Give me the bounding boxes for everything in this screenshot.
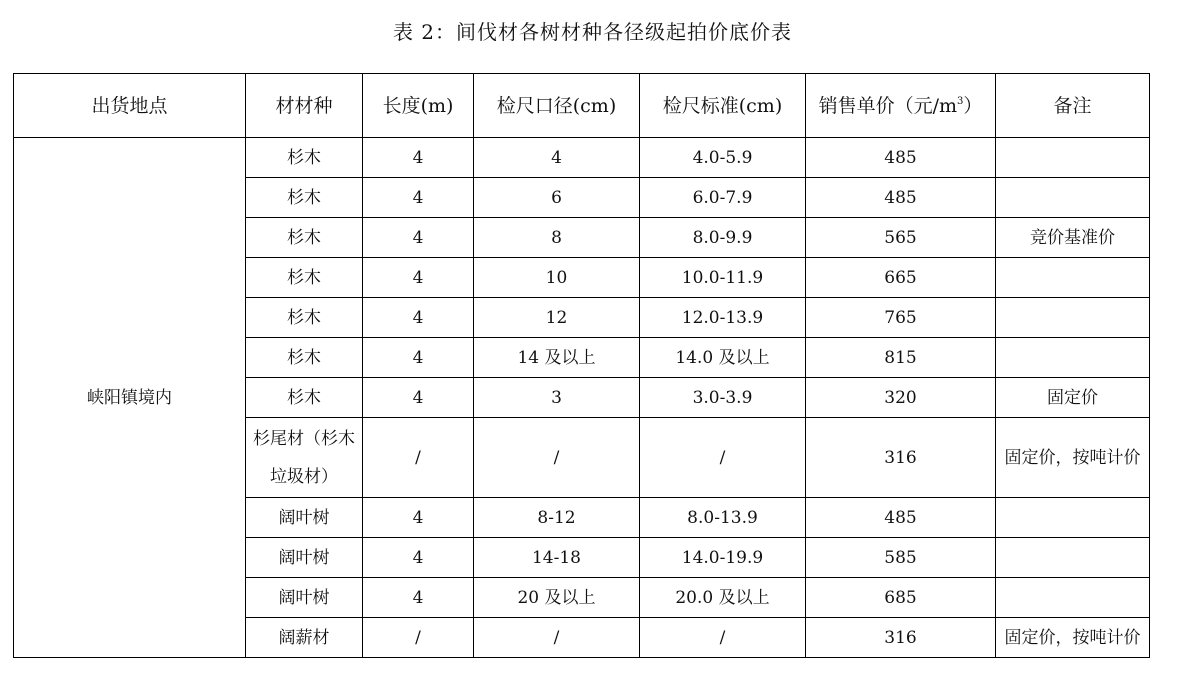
- cell-length: 4: [363, 578, 474, 618]
- header-price-label: 销售单价（元/m: [818, 94, 958, 117]
- header-price-sup: 3: [957, 95, 964, 107]
- cell-diameter: 10: [474, 258, 640, 298]
- cell-length: 4: [363, 298, 474, 338]
- cell-note: 固定价: [996, 378, 1150, 418]
- table-title: 表 2：间伐材各树材种各径级起拍价底价表: [392, 20, 793, 44]
- cell-price: 320: [806, 378, 996, 418]
- cell-note: [996, 338, 1150, 378]
- cell-species: 杉木: [246, 138, 363, 178]
- header-row: [14, 74, 1150, 138]
- cell-diameter: 14-18: [474, 538, 640, 578]
- header-length: 长度(m): [363, 74, 474, 138]
- header-standard: 检尺标准(cm): [640, 74, 806, 138]
- cell-note: 固定价，按吨计价: [996, 418, 1150, 498]
- cell-length: 4: [363, 138, 474, 178]
- cell-standard: 8.0-9.9: [640, 218, 806, 258]
- cell-price: 485: [806, 498, 996, 538]
- cell-length: 4: [363, 178, 474, 218]
- cell-standard: 10.0-11.9: [640, 258, 806, 298]
- header-species: 材材种: [246, 74, 363, 138]
- cell-price: 485: [806, 138, 996, 178]
- cell-diameter: /: [474, 418, 640, 498]
- cell-length: 4: [363, 258, 474, 298]
- cell-note: 固定价，按吨计价: [996, 618, 1150, 658]
- table-row: [14, 138, 1150, 178]
- header-location: 出货地点: [14, 74, 246, 138]
- cell-price: 316: [806, 618, 996, 658]
- cell-species: 阔薪材: [246, 618, 363, 658]
- cell-diameter: 8: [474, 218, 640, 258]
- cell-diameter: 3: [474, 378, 640, 418]
- cell-price: 765: [806, 298, 996, 338]
- cell-standard: 14.0-19.9: [640, 538, 806, 578]
- cell-standard: 3.0-3.9: [640, 378, 806, 418]
- cell-length: 4: [363, 218, 474, 258]
- cell-species: 阔叶树: [246, 578, 363, 618]
- cell-species: 杉木: [246, 258, 363, 298]
- cell-diameter: 12: [474, 298, 640, 338]
- cell-species: 杉木: [246, 218, 363, 258]
- cell-location: 峡阳镇境内: [14, 138, 246, 658]
- cell-standard: 12.0-13.9: [640, 298, 806, 338]
- cell-price: 685: [806, 578, 996, 618]
- cell-standard: /: [640, 418, 806, 498]
- cell-note: [996, 538, 1150, 578]
- cell-price: 815: [806, 338, 996, 378]
- cell-species: 阔叶树: [246, 538, 363, 578]
- cell-price: 316: [806, 418, 996, 498]
- cell-species: 杉木: [246, 178, 363, 218]
- cell-price: 585: [806, 538, 996, 578]
- cell-diameter: 4: [474, 138, 640, 178]
- cell-species: 杉木: [246, 298, 363, 338]
- cell-diameter: 6: [474, 178, 640, 218]
- cell-standard: 14.0 及以上: [640, 338, 806, 378]
- cell-diameter: /: [474, 618, 640, 658]
- cell-length: 4: [363, 538, 474, 578]
- header-price: [806, 74, 996, 138]
- header-note: 备注: [996, 74, 1150, 138]
- cell-diameter: 8-12: [474, 498, 640, 538]
- cell-diameter: 20 及以上: [474, 578, 640, 618]
- cell-note: [996, 498, 1150, 538]
- cell-price: 565: [806, 218, 996, 258]
- cell-price: 485: [806, 178, 996, 218]
- cell-diameter: 14 及以上: [474, 338, 640, 378]
- header-price-suffix: ）: [963, 94, 983, 117]
- cell-length: 4: [363, 498, 474, 538]
- cell-standard: 4.0-5.9: [640, 138, 806, 178]
- cell-note: [996, 258, 1150, 298]
- cell-note: 竞价基准价: [996, 218, 1150, 258]
- cell-note: [996, 138, 1150, 178]
- cell-length: /: [363, 618, 474, 658]
- cell-note: [996, 298, 1150, 338]
- cell-note: [996, 578, 1150, 618]
- cell-standard: /: [640, 618, 806, 658]
- cell-length: /: [363, 418, 474, 498]
- price-table: [13, 73, 1150, 658]
- cell-standard: 6.0-7.9: [640, 178, 806, 218]
- header-diameter: 检尺口径(cm): [474, 74, 640, 138]
- cell-species: 阔叶树: [246, 498, 363, 538]
- cell-species: 杉木: [246, 378, 363, 418]
- cell-note: [996, 178, 1150, 218]
- cell-standard: 20.0 及以上: [640, 578, 806, 618]
- cell-species: 杉尾材（杉木垃圾材）: [246, 418, 363, 498]
- cell-length: 4: [363, 378, 474, 418]
- cell-length: 4: [363, 338, 474, 378]
- cell-price: 665: [806, 258, 996, 298]
- cell-standard: 8.0-13.9: [640, 498, 806, 538]
- cell-species: 杉木: [246, 338, 363, 378]
